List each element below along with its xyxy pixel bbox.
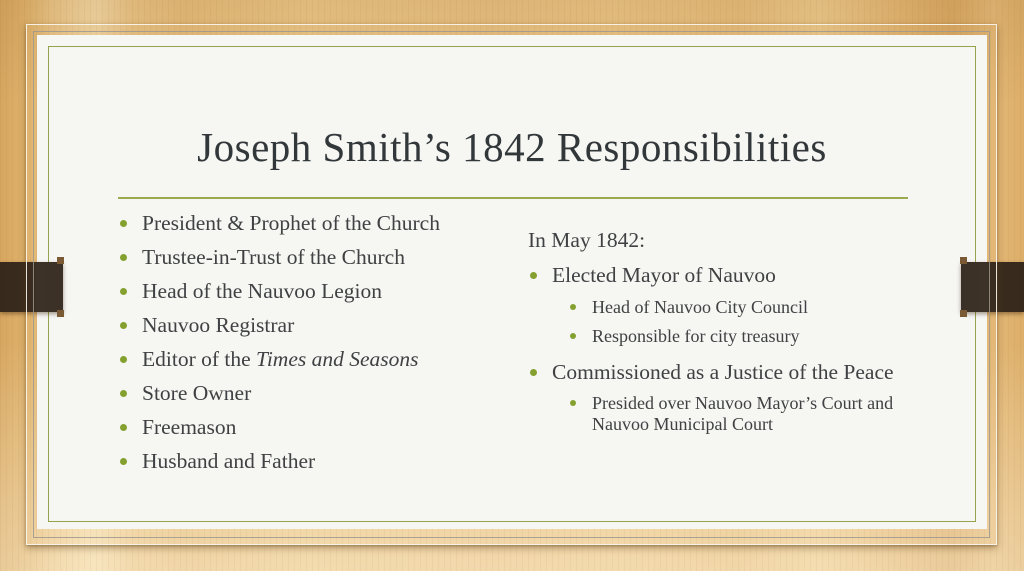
list-item: [118, 314, 518, 337]
left-bullet-list: [118, 212, 518, 484]
publication-title: Times and Seasons: [256, 347, 419, 371]
sub-list-item: [570, 326, 930, 347]
list-item: [528, 361, 968, 384]
list-item-label: Store Owner: [142, 381, 252, 405]
bullet-icon: [120, 254, 127, 261]
bullet-icon: [570, 333, 576, 339]
list-item: [118, 280, 518, 303]
bullet-icon: [530, 272, 537, 279]
list-item: [118, 450, 518, 473]
right-column: [528, 229, 968, 443]
bullet-icon: [570, 400, 576, 406]
list-item-label: Elected Mayor of Nauvoo: [552, 263, 776, 287]
list-item: [118, 348, 518, 371]
bullet-icon: [120, 288, 127, 295]
bullet-icon: [570, 304, 576, 310]
left-ribbon-clip: [0, 262, 63, 312]
right-bullet-list: [528, 264, 968, 435]
list-item-label: President & Prophet of the Church: [142, 211, 440, 235]
right-ribbon-clip: [961, 262, 1024, 312]
list-item: [528, 264, 968, 287]
list-item-text: Editor of the: [142, 347, 257, 371]
bullet-icon: [120, 356, 127, 363]
sub-list-item: [570, 393, 930, 435]
bullet-icon: [120, 458, 127, 465]
bullet-icon: [530, 369, 537, 376]
slide-title: Joseph Smith’s 1842 Responsibilities: [197, 124, 827, 170]
sub-bullet-list: [570, 297, 930, 347]
sub-list-item-label: Head of Nauvoo City Council: [592, 297, 808, 317]
sub-bullet-list: [570, 393, 930, 435]
list-item-label: Head of the Nauvoo Legion: [142, 279, 383, 303]
bullet-icon: [120, 390, 127, 397]
bullet-icon: [120, 220, 127, 227]
intro-text: In May 1842:: [528, 228, 646, 252]
list-item-label: Husband and Father: [142, 449, 316, 473]
list-item: [118, 382, 518, 405]
title-underline: [118, 197, 908, 199]
sub-list-item-label: Responsible for city treasury: [592, 326, 800, 346]
list-item-label: Freemason: [142, 415, 237, 439]
list-item-label: Nauvoo Registrar: [142, 313, 295, 337]
list-item-label: Commissioned as a Justice of the Peace: [552, 360, 894, 384]
sub-list-item-label: Presided over Nauvoo Mayor’s Court and Nauvoo Municipal Court: [592, 393, 894, 434]
list-item-label: Trustee-in-Trust of the Church: [142, 245, 405, 269]
bullet-icon: [120, 424, 127, 431]
bullet-icon: [120, 322, 127, 329]
sub-list-item: [570, 297, 930, 318]
list-item: [118, 416, 518, 439]
list-item: [118, 246, 518, 269]
list-item-label: [142, 348, 419, 371]
list-item: [118, 212, 518, 235]
slide-card: [37, 35, 987, 529]
